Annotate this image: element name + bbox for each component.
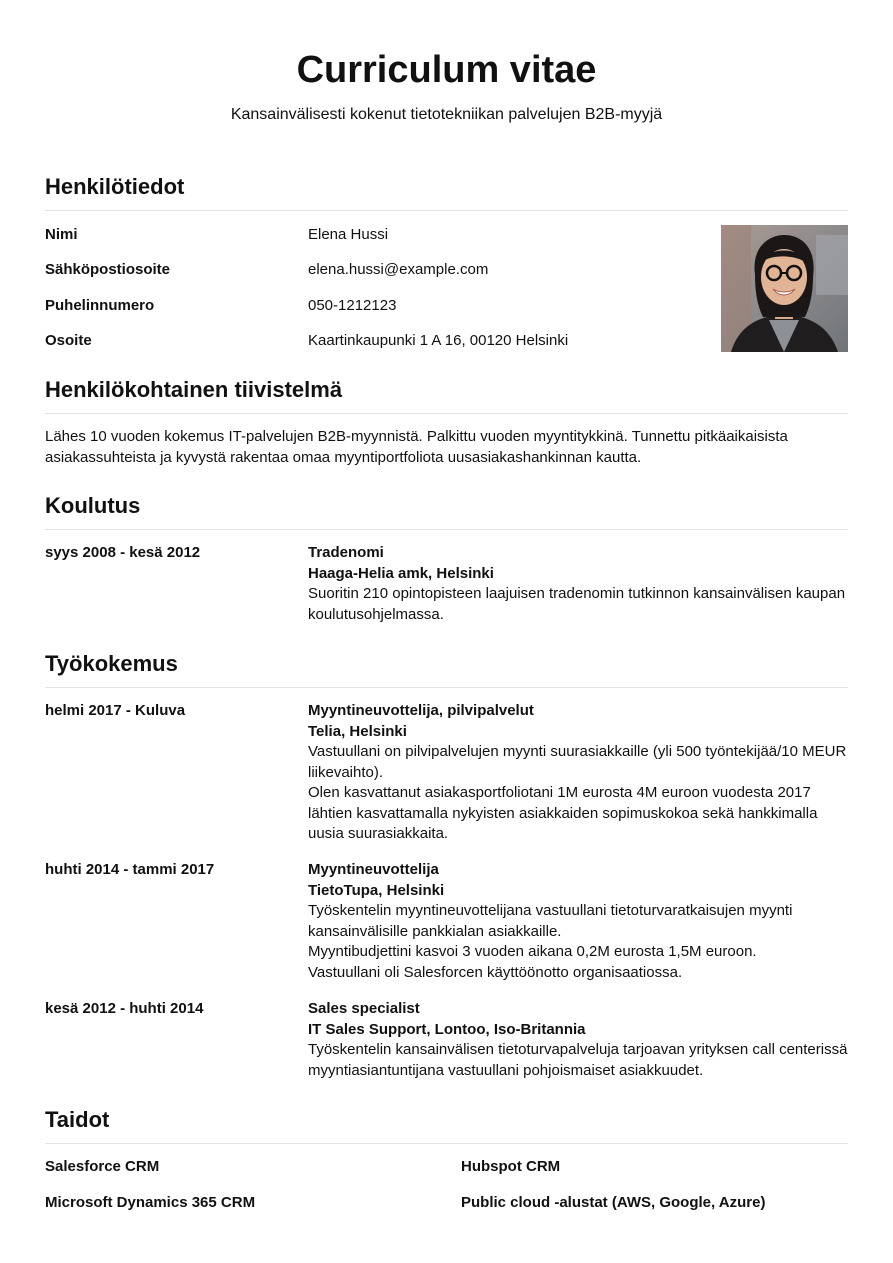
skill-item: Microsoft Dynamics 365 CRM <box>45 1194 256 1211</box>
entry-body <box>308 543 853 625</box>
entry-line: Vastuullani oli Salesforcen käyttöönotto organisaatiossa. <box>308 963 683 981</box>
entry-title: Myyntineuvottelija <box>308 861 439 878</box>
entry-title: Myyntineuvottelija, pilvipalvelut <box>308 702 534 719</box>
entry-body <box>308 860 853 983</box>
entry-date: syys 2008 - kesä 2012 <box>45 544 201 561</box>
phone-value: 050-1212123 <box>308 297 397 314</box>
summary-text: Lähes 10 vuoden kokemus IT-palvelujen B2B-myynnistä. Palkittu vuoden myyntitykkinä. Tunnettu pitkäaikaisista asiakassuhteista ja kyvystä rakentaa omaa myyntiportfoliota uusasiakashankinnan kautta. <box>45 428 788 466</box>
phone-label: Puhelinnumero <box>45 297 155 314</box>
section-heading-education: Koulutus <box>45 492 848 530</box>
entry-org: TietoTupa, Helsinki <box>308 881 445 899</box>
profile-photo <box>721 225 848 352</box>
entry-org: Telia, Helsinki <box>308 722 407 740</box>
entry-org: Haaga-Helia amk, Helsinki <box>308 564 494 582</box>
entry-line: Myyntibudjettini kasvoi 3 vuoden aikana 0,2M eurosta 1,5M euroon. <box>308 943 757 960</box>
entry-date: helmi 2017 - Kuluva <box>45 702 186 719</box>
address-value: Kaartinkaupunki 1 A 16, 00120 Helsinki <box>308 332 569 349</box>
entry-title: Sales specialist <box>308 1000 420 1017</box>
section-heading-skills: Taidot <box>45 1106 848 1144</box>
entry-date: kesä 2012 - huhti 2014 <box>45 1000 204 1017</box>
skill-item: Public cloud -alustat (AWS, Google, Azure) <box>461 1194 766 1211</box>
entry-line: Työskentelin kansainvälisen tietoturvapalveluja tarjoavan yrityksen call centerissä myyntiasiantuntijana vastuullani pohjoismaiset asiakkuudet. <box>308 1041 848 1079</box>
entry-org: IT Sales Support, Lontoo, Iso-Britannia <box>308 1020 586 1038</box>
section-heading-summary: Henkilökohtainen tiivistelmä <box>45 376 848 414</box>
entry-title: Tradenomi <box>308 544 384 561</box>
entry-line: Vastuullani on pilvipalvelujen myynti suurasiakkaille (yli 500 työntekijää/10 MEUR liikevaihto). <box>308 743 847 781</box>
entry-line: Olen kasvattanut asiakasportfoliotani 1M eurosta 4M euroon vuodesta 2017 lähtien kasvattamalla nykyisten asiakkaiden sopimuskokoa sekä hankkimalla uusia suurasiakkaita. <box>308 784 818 842</box>
section-heading-personal: Henkilötiedot <box>45 173 848 211</box>
name-label: Nimi <box>45 226 78 243</box>
page-title: Curriculum vitae <box>296 49 597 91</box>
name-value: Elena Hussi <box>308 226 389 243</box>
entry-date: huhti 2014 - tammi 2017 <box>45 861 215 878</box>
email-value: elena.hussi@example.com <box>308 261 489 278</box>
entry-body <box>308 999 853 1081</box>
skill-item: Hubspot CRM <box>461 1158 561 1175</box>
email-label: Sähköpostiosoite <box>45 261 171 278</box>
section-heading-experience: Työkokemus <box>45 650 848 688</box>
entry-line: Työskentelin myyntineuvottelijana vastuullani tietoturvaratkaisujen myynti kansainvälisille pankkialan asiakkaille. <box>308 902 793 940</box>
address-label: Osoite <box>45 332 92 349</box>
entry-body <box>308 701 853 845</box>
entry-line: Suoritin 210 opintopisteen laajuisen tradenomin tutkinnon kansainvälisen kaupan koulutusohjelmassa. <box>308 585 846 623</box>
page-subtitle: Kansainvälisesti kokenut tietotekniikan palvelujen B2B-myyjä <box>230 106 663 123</box>
skill-item: Salesforce CRM <box>45 1158 160 1175</box>
